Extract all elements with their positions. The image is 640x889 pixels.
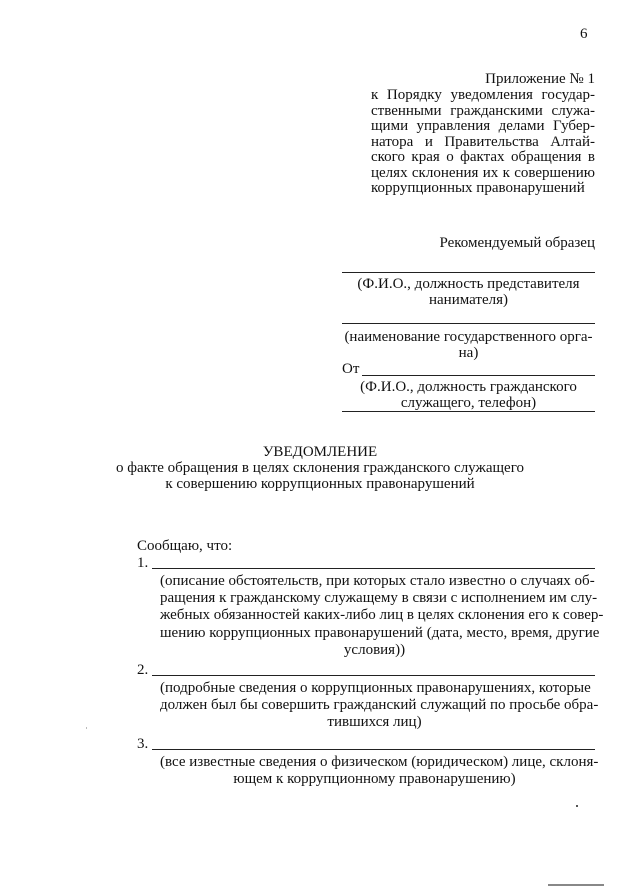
scan-edge-mark [548, 884, 604, 886]
item-caption [160, 573, 604, 660]
caption-line: шению коррупционных правонарушений (дата, место, время, другие [160, 624, 600, 641]
item-fill-line [152, 568, 595, 569]
employer-caption: нанимателя) [429, 292, 508, 308]
appendix-line: к Порядку уведомления государ- [371, 87, 595, 103]
caption-line: ющем к коррупционному правонарушению) [233, 771, 516, 788]
sender-caption: служащего, телефон) [400, 395, 537, 411]
item-caption [160, 680, 599, 733]
appendix-title: Приложение № 1 [485, 71, 595, 87]
caption-line: условия)) [343, 641, 406, 658]
item-number: 3. [137, 736, 149, 752]
scan-speck [86, 727, 87, 729]
sender-caption: (Ф.И.О., должность гражданского [360, 379, 577, 395]
caption-line: (подробные сведения о коррупционных правонарушениях, которые [160, 680, 591, 696]
agency-caption: на) [458, 345, 479, 361]
notice-title: УВЕДОМЛЕНИЕ [262, 444, 378, 460]
caption-line: тившихся лиц) [327, 714, 422, 731]
employer-caption: (Ф.И.О., должность представителя [357, 276, 580, 292]
item-caption [160, 754, 599, 789]
caption-line: (все известные сведения о физическом (юридическом) лице, склоня- [160, 754, 599, 770]
sample-label: Рекомендуемый образец [439, 235, 595, 251]
agency-fill-line [342, 323, 595, 324]
appendix-line: ского края о фактах обращения в [371, 149, 595, 165]
employer-fill-line [342, 272, 595, 273]
appendix-line: щими управления делами Губер- [371, 118, 595, 134]
caption-line: должен был бы совершить гражданский служащий по просьбе обра- [160, 697, 599, 714]
caption-line: жебных обязанностей каких-либо лиц в целях склонения его к совер- [160, 607, 604, 624]
appendix-line: коррупционных правонарушений [371, 180, 585, 196]
item-number: 2. [137, 662, 149, 678]
item-number: 1. [137, 555, 149, 571]
scan-speck [576, 805, 578, 807]
page-number: 6 [580, 26, 588, 42]
appendix-text [371, 88, 595, 197]
item-fill-line [152, 749, 595, 750]
from-fill-line [362, 375, 595, 376]
notice-subtitle: к совершению коррупционных правонарушений [165, 476, 475, 492]
sender-fill-line [342, 411, 595, 412]
caption-line: ращения к гражданскому служащему в связи с исполнением им слу- [160, 590, 598, 607]
notice-subtitle: о факте обращения в целях склонения гражданского служащего [115, 460, 524, 476]
appendix-line: ственными гражданскими служа- [371, 102, 595, 119]
agency-caption: (наименование государственного орга- [344, 329, 593, 345]
item-fill-line [152, 675, 595, 676]
appendix-line: натора и Правительства Алтай- [371, 133, 595, 150]
caption-line: (описание обстоятельств, при которых стало известно о случаях об- [160, 573, 595, 589]
appendix-line: целях склонения их к совершению [371, 164, 595, 181]
from-label: От [342, 361, 360, 377]
intro-text: Сообщаю, что: [137, 538, 233, 554]
